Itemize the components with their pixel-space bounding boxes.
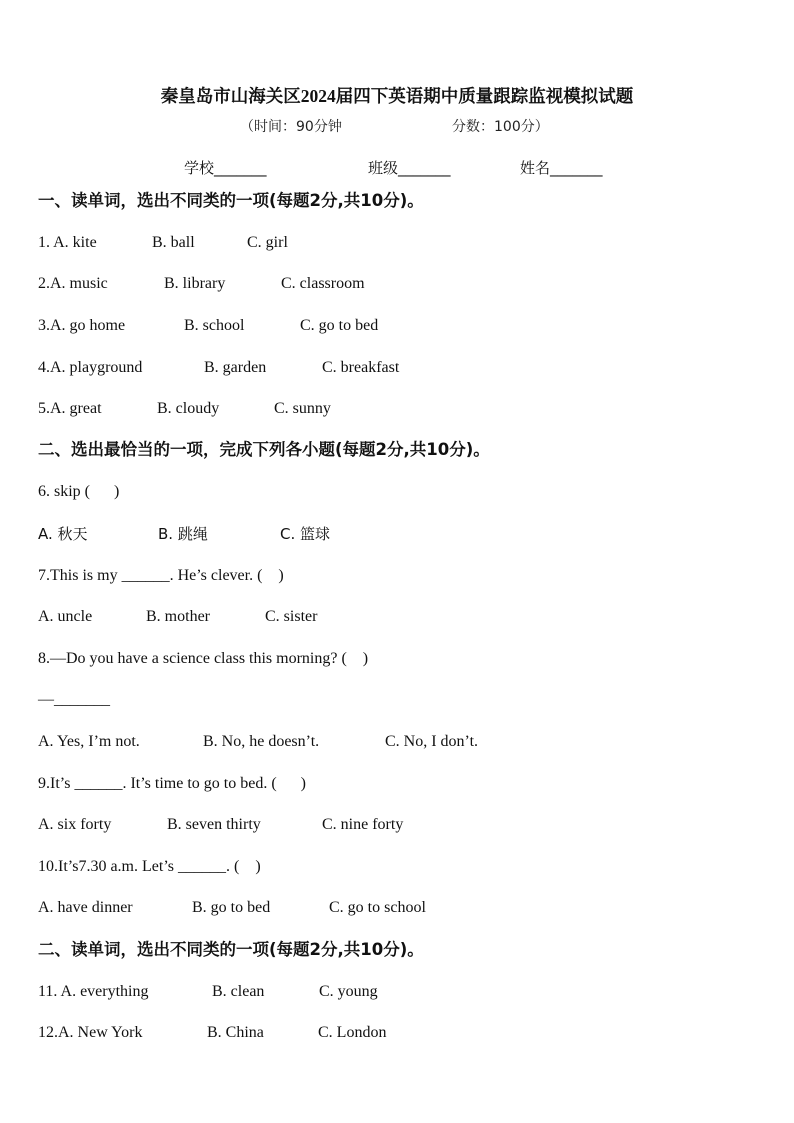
- section-heading-3: 二、读单词，选出不同类的一项(每题2分,共10分)。: [38, 940, 424, 959]
- class-field: 班级_______: [368, 159, 451, 177]
- school-field: 学校_______: [184, 159, 267, 177]
- section-heading-1: 一、读单词，选出不同类的一项(每题2分,共10分)。: [38, 191, 424, 210]
- exam-title: 秦皇岛市山海关区2024届四下英语期中质量跟踪监视模拟试题: [160, 86, 634, 106]
- exam-time: （时间：90分钟: [240, 119, 342, 135]
- section-heading-2: 二、选出最恰当的一项，完成下列各小题(每题2分,共10分)。: [38, 440, 490, 459]
- name-field: 姓名_______: [520, 159, 603, 177]
- exam-score: 分数：100分）: [452, 119, 549, 135]
